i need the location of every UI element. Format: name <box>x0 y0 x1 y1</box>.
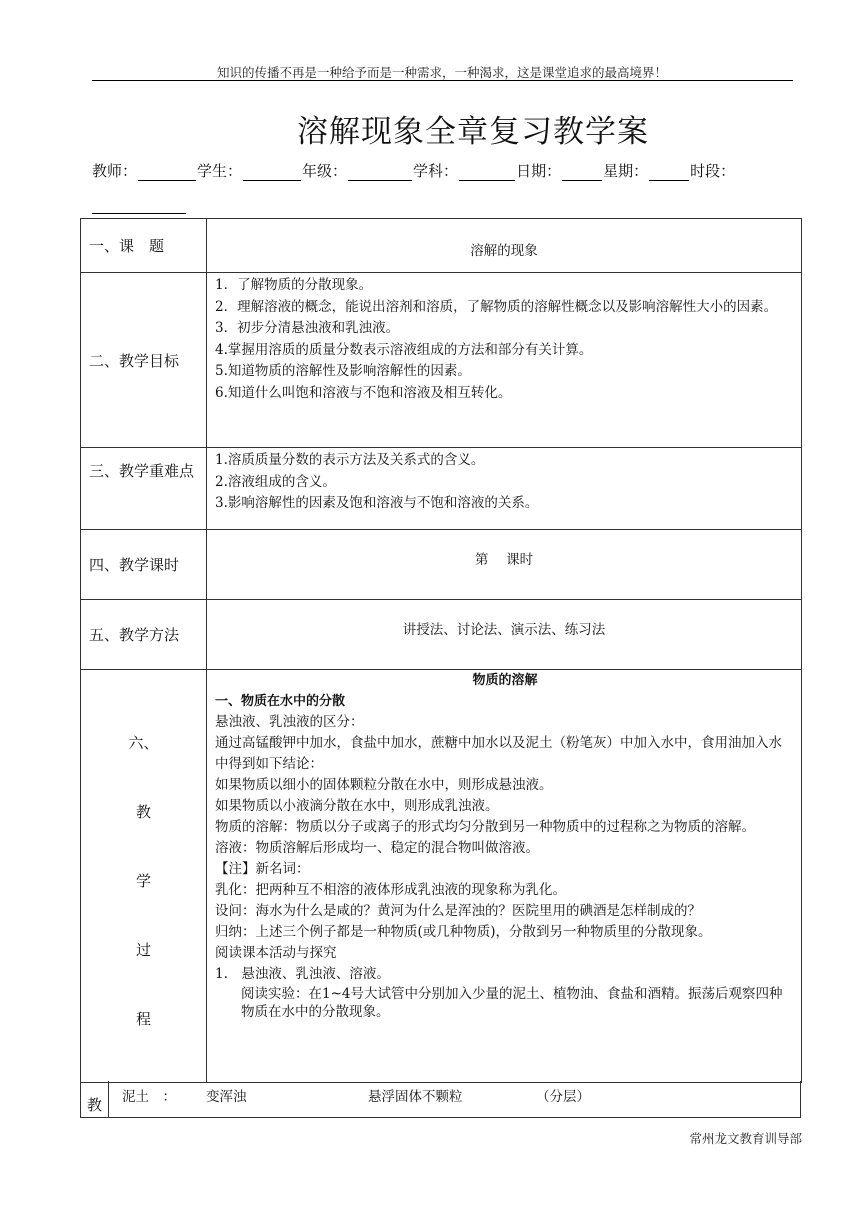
difficulty-item: 1.溶质质量分数的表示方法及关系式的含义。 <box>215 452 485 468</box>
info-fields-line <box>92 160 792 181</box>
process-line: 物质的溶解：物质以分子或离子的形式均匀分散到另一种物质中的过程称之为物质的溶解。 <box>215 819 755 835</box>
process-label-char: 学 <box>135 872 151 890</box>
process-line: 1. 悬浊液、乳浊液、溶液。 <box>215 966 390 982</box>
goal-item: 2．理解溶液的概念，能说出溶剂和溶质，了解物质的溶解性概念以及影响溶解性大小的因素。 <box>215 298 778 315</box>
process-line: 【注】新名词： <box>215 861 310 877</box>
bottom-cell-suspended: 悬浮固体不颗粒 <box>368 1089 463 1105</box>
grade-blank[interactable] <box>348 163 412 181</box>
methods-value: 讲授法、讨论法、演示法、练习法 <box>207 600 802 670</box>
period-label: 时段： <box>690 162 736 180</box>
row-process <box>81 670 802 1083</box>
date-blank[interactable] <box>562 163 602 181</box>
difficulty-item: 3.影响溶解性的因素及饱和溶液与不饱和溶液的关系。 <box>215 495 539 511</box>
row-topic <box>81 219 802 273</box>
document-title: 溶解现象全章复习教学案 <box>297 114 649 150</box>
process-label-char: 六、 <box>128 734 159 752</box>
difficulties-label-cell <box>81 448 207 530</box>
methods-label: 五、教学方法 <box>81 600 207 670</box>
process-line: 溶液：物质溶解后形成均一、稳定的混合物叫做溶液。 <box>215 840 539 856</box>
process-line: 悬浊液、乳浊液的区分： <box>215 714 364 730</box>
process-line: 通过高锰酸钾中加水，食盐中加水，蔗糖中加水以及泥土（粉笔灰）中加入水中，食用油加入水中得到如下结论： <box>215 735 782 772</box>
subject-label: 学科： <box>413 162 459 180</box>
hours-label: 四、教学课时 <box>81 530 207 600</box>
bottom-cell-turbid: 变浑浊 <box>206 1089 247 1105</box>
difficulty-item: 2.溶液组成的含义。 <box>215 473 336 490</box>
process-line: 阅读课本活动与探究 <box>215 945 337 961</box>
student-label: 学生： <box>197 162 243 180</box>
row-difficulties <box>81 448 802 530</box>
process-line: 如果物质以细小的固体颗粒分散在水中，则形成悬浊液。 <box>215 777 553 793</box>
period-blank[interactable] <box>92 196 186 214</box>
goal-item: 6.知道什么叫饱和溶液与不饱和溶液及相互转化。 <box>215 384 512 401</box>
topic-value: 溶解的现象 <box>207 219 802 273</box>
goals-cell <box>207 273 802 448</box>
process-cell <box>207 670 802 1083</box>
difficulties-cell <box>207 448 802 530</box>
weekday-blank[interactable] <box>649 163 689 181</box>
process-subtitle: 物质的溶解 <box>472 673 538 688</box>
lesson-plan-table <box>80 218 802 1083</box>
bottom-partial-row <box>80 1081 801 1118</box>
goal-item: 4.掌握用溶质的质量分数表示溶液组成的方法和部分有关计算。 <box>215 341 593 358</box>
row-methods <box>81 600 802 670</box>
page-footer: 常州龙文教育训导部 <box>689 1131 802 1146</box>
weekday-label: 星期： <box>603 162 649 180</box>
row-goals <box>81 273 802 448</box>
process-label-char: 程 <box>135 1010 151 1028</box>
goal-item: 3．初步分清悬浊液和乳浊液。 <box>215 320 400 336</box>
process-line: 归纳：上述三个例子都是一种物质(或几种物质)，分散到另一种物质里的分散现象。 <box>215 924 712 940</box>
process-label-cell <box>81 670 207 1083</box>
teacher-blank[interactable] <box>138 163 196 181</box>
teacher-label: 教师： <box>92 162 138 180</box>
grade-label: 年级： <box>302 162 348 180</box>
bottom-row-label: 教 <box>81 1081 109 1117</box>
bottom-cell-mud: 泥土 ： <box>122 1089 176 1105</box>
student-blank[interactable] <box>243 163 301 181</box>
hours-value: 第 课时 <box>207 530 802 600</box>
date-label: 日期： <box>516 162 562 180</box>
topic-label: 一、课 题 <box>81 219 207 273</box>
page-header-motto: 知识的传播不再是一种给予而是一种需求，一种渴求，这是课堂追求的最高境界！ <box>216 65 667 80</box>
process-label-char: 过 <box>135 941 151 959</box>
process-line: 如果物质以小液滴分散在水中，则形成乳浊液。 <box>215 798 499 814</box>
process-line: 设问：海水为什么是咸的？黄河为什么是浑浊的？医院里用的碘酒是怎样制成的？ <box>215 903 701 919</box>
header-divider <box>92 80 793 81</box>
bottom-cell-layered: （分层） <box>536 1089 590 1105</box>
process-line: 乳化：把两种互不相溶的液体形成乳浊液的现象称为乳化。 <box>215 882 566 898</box>
difficulties-label: 三、教学重难点 <box>89 462 195 480</box>
process-section-title: 一、物质在水中的分散 <box>215 694 346 709</box>
process-label-char: 教 <box>135 803 151 821</box>
goals-label: 二、教学目标 <box>81 273 207 448</box>
subject-blank[interactable] <box>459 163 515 181</box>
goal-item: 1．了解物质的分散现象。 <box>215 277 373 293</box>
row-hours <box>81 530 802 600</box>
goal-item: 5.知道物质的溶解性及影响溶解性的因素。 <box>215 363 471 379</box>
process-indent-text: 阅读实验：在1~4号大试管中分别加入少量的泥土、植物油、食盐和酒精。振荡后观察四种物质在水中的分散现象。 <box>241 986 783 1020</box>
